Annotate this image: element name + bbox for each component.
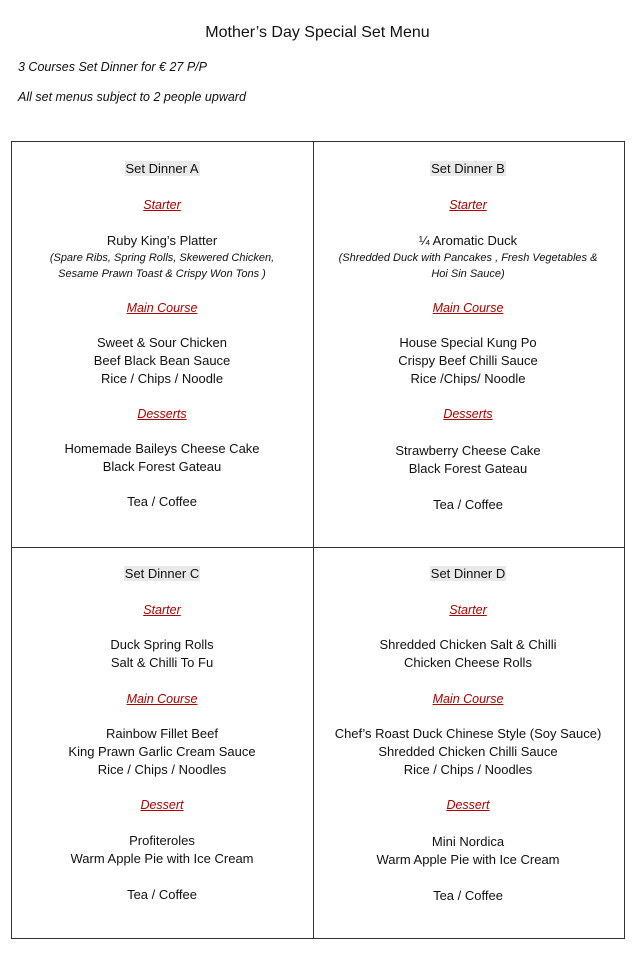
dessert-item: Strawberry Cheese Cake bbox=[395, 443, 541, 458]
page-title: Mother’s Day Special Set Menu bbox=[205, 24, 430, 41]
grid-divider-horizontal bbox=[12, 547, 624, 548]
dessert-item: Black Forest Gateau bbox=[102, 459, 222, 474]
main-course-heading: Main Course bbox=[126, 692, 198, 706]
starter-heading: Starter bbox=[143, 603, 181, 617]
dessert-item: Warm Apple Pie with Ice Cream bbox=[376, 852, 560, 867]
main-item: Rice / Chips / Noodles bbox=[97, 762, 227, 777]
starter-heading: Starter bbox=[143, 198, 181, 212]
dessert-item: Warm Apple Pie with Ice Cream bbox=[70, 851, 254, 866]
dessert-item: Profiteroles bbox=[129, 833, 195, 848]
dessert-heading: Desserts bbox=[137, 407, 187, 421]
set-name: Set Dinner B bbox=[431, 161, 505, 176]
starter-item: Duck Spring Rolls bbox=[110, 637, 214, 652]
set-name: Set Dinner A bbox=[125, 161, 199, 176]
drinks: Tea / Coffee bbox=[127, 887, 197, 902]
starter-description: Sesame Prawn Toast & Crispy Won Tons ) bbox=[58, 268, 266, 280]
starter-description: (Spare Ribs, Spring Rolls, Skewered Chicken, bbox=[49, 252, 275, 264]
main-item: Shredded Chicken Chilli Sauce bbox=[378, 744, 558, 759]
starter-item: Chicken Cheese Rolls bbox=[404, 655, 532, 670]
starter-item: ¼ Aromatic Duck bbox=[418, 233, 518, 248]
starter-item: Salt & Chilli To Fu bbox=[110, 655, 214, 670]
set-name: Set Dinner C bbox=[124, 566, 200, 581]
dessert-heading: Desserts bbox=[443, 407, 493, 421]
main-item: Rice /Chips/ Noodle bbox=[410, 371, 526, 386]
main-item: Chef’s Roast Duck Chinese Style (Soy Sauce) bbox=[334, 726, 602, 741]
main-item: Beef Black Bean Sauce bbox=[93, 353, 231, 368]
starter-heading: Starter bbox=[449, 198, 487, 212]
starter-description: Hoi Sin Sauce) bbox=[431, 268, 505, 280]
main-item: Sweet & Sour Chicken bbox=[96, 335, 228, 350]
dessert-heading: Dessert bbox=[446, 798, 490, 812]
drinks: Tea / Coffee bbox=[433, 888, 503, 903]
main-item: King Prawn Garlic Cream Sauce bbox=[68, 744, 256, 759]
drinks: Tea / Coffee bbox=[433, 497, 503, 512]
main-course-heading: Main Course bbox=[432, 301, 504, 315]
grid-divider-vertical bbox=[313, 142, 314, 938]
dessert-heading: Dessert bbox=[140, 798, 184, 812]
drinks: Tea / Coffee bbox=[127, 494, 197, 509]
dessert-item: Black Forest Gateau bbox=[408, 461, 528, 476]
dessert-item: Homemade Baileys Cheese Cake bbox=[64, 441, 260, 456]
price-note: 3 Courses Set Dinner for € 27 P/P bbox=[18, 60, 207, 74]
starter-item: Shredded Chicken Salt & Chilli bbox=[379, 637, 557, 652]
main-item: House Special Kung Po bbox=[399, 335, 537, 350]
menu-grid bbox=[11, 141, 625, 939]
starter-item: Ruby King’s Platter bbox=[106, 233, 218, 248]
set-name: Set Dinner D bbox=[430, 566, 506, 581]
main-item: Rice / Chips / Noodle bbox=[100, 371, 224, 386]
main-item: Rainbow Fillet Beef bbox=[106, 726, 218, 741]
starter-heading: Starter bbox=[449, 603, 487, 617]
main-item: Rice / Chips / Noodles bbox=[403, 762, 533, 777]
main-item: Crispy Beef Chilli Sauce bbox=[398, 353, 538, 368]
dessert-item: Mini Nordica bbox=[431, 834, 505, 849]
starter-description: (Shredded Duck with Pancakes , Fresh Vegetables & bbox=[338, 252, 598, 264]
main-course-heading: Main Course bbox=[432, 692, 504, 706]
main-course-heading: Main Course bbox=[126, 301, 198, 315]
minimum-people-note: All set menus subject to 2 people upward bbox=[18, 90, 246, 104]
